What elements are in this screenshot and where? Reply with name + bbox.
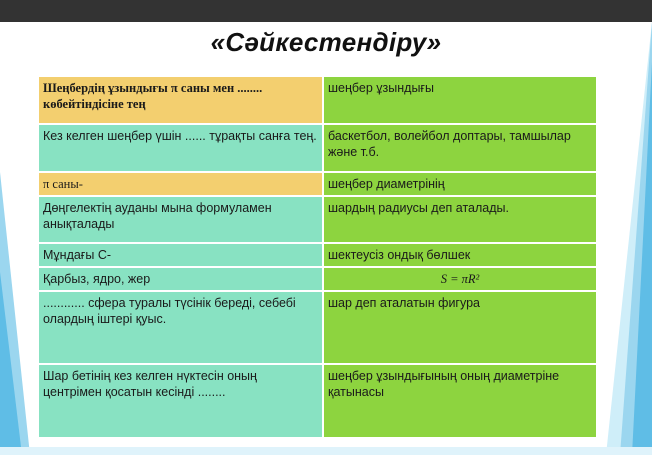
- right-cell: шеңбер ұзындығының оның диаметріне қатынасы: [323, 364, 597, 438]
- left-cell: π саны-: [38, 172, 323, 196]
- matching-table: [37, 75, 598, 439]
- table-row: [38, 364, 597, 438]
- table-row: [38, 124, 597, 172]
- left-decoration: [0, 22, 36, 455]
- right-cell: баскетбол, волейбол доптары, тамшылар және т.б.: [323, 124, 597, 172]
- left-cell: Мұндағы С-: [38, 243, 323, 267]
- bottom-strip: [0, 447, 652, 455]
- table-row: [38, 76, 597, 124]
- right-cell: шар деп аталатын фигура: [323, 291, 597, 364]
- table-row: [38, 291, 597, 364]
- left-cell: Шар бетінің кез келген нүктесін оның центрімен қосатын кесінді ........: [38, 364, 323, 438]
- top-bar: [0, 0, 652, 22]
- right-cell: шеңбер ұзындығы: [323, 76, 597, 124]
- right-cell: шардың радиусы деп аталады.: [323, 196, 597, 243]
- left-cell: ............ сфера туралы түсінік береді, себебі олардың іштері қуыс.: [38, 291, 323, 364]
- table-row: [38, 243, 597, 267]
- right-cell: шектеусіз ондық бөлшек: [323, 243, 597, 267]
- left-cell: Кез келген шеңбер үшін ...... тұрақты санға тең.: [38, 124, 323, 172]
- area-formula: S = πR²: [323, 267, 597, 291]
- table-row: [38, 196, 597, 243]
- table-row: [38, 172, 597, 196]
- table-row: [38, 267, 597, 291]
- left-cell: Дөңгелектің ауданы мына формуламен анықталады: [38, 196, 323, 243]
- page-title: «Сәйкестендіру»: [210, 27, 442, 57]
- right-cell: шеңбер диаметрінің: [323, 172, 597, 196]
- left-cell: Шеңбердің ұзындығы π саны мен ........ көбейтіндісіне тең: [38, 76, 323, 124]
- left-cell: Қарбыз, ядро, жер: [38, 267, 323, 291]
